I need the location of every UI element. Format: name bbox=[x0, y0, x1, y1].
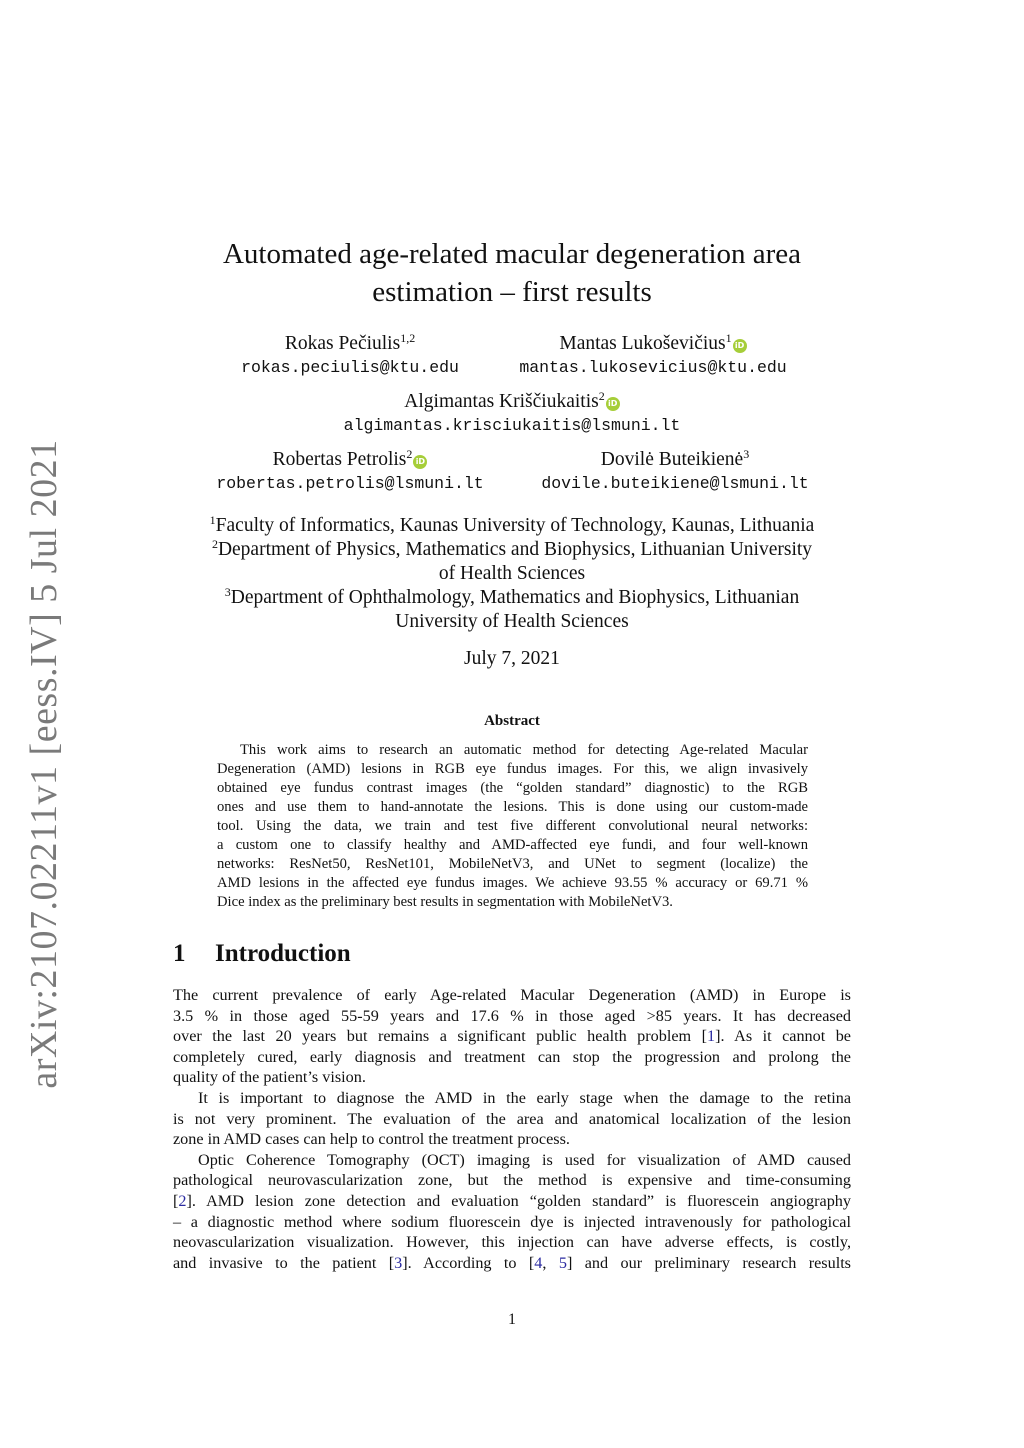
arxiv-stamp: arXiv:2107.02211v1 [eess.IV] 5 Jul 2021 bbox=[23, 439, 65, 1089]
orcid-icon[interactable]: iD bbox=[606, 397, 620, 411]
abstract-text bbox=[217, 741, 808, 912]
abstract-line: AMD lesions in the affected eye fundus images. We achieve 93.55 % accuracy or 69.71 % bbox=[217, 875, 808, 891]
body-line: over the last 20 years but remains a significant public health problem [1]. As it cannot be bbox=[173, 1027, 851, 1046]
author-affil-sup: 2 bbox=[598, 389, 605, 403]
author-email[interactable]: algimantas.krisciukaitis@lsmuni.lt bbox=[343, 416, 681, 435]
author-affil-sup: 2 bbox=[406, 447, 413, 461]
citation-link[interactable]: 5 bbox=[558, 1253, 567, 1272]
author-name: Mantas Lukoševičius bbox=[559, 333, 726, 354]
abstract-line: This work aims to research an automatic method for detecting Age-related Macular bbox=[240, 742, 808, 758]
affiliation-3: Department of Ophthalmology, Mathematics and Biophysics, Lithuanian bbox=[230, 587, 800, 608]
author-affil-sup: 3 bbox=[743, 447, 750, 461]
body-line: completely cured, early diagnosis and treatment can stop the progression and prolong the bbox=[173, 1047, 851, 1066]
abstract-heading: Abstract bbox=[484, 713, 540, 729]
body-line: The current prevalence of early Age-related Macular Degeneration (AMD) in Europe is bbox=[173, 986, 851, 1004]
body-line: is not very prominent. The evaluation of the area and anatomical localization of the lesion bbox=[173, 1109, 851, 1128]
title-line: Automated age-related macular degeneration area bbox=[222, 238, 802, 270]
body-text bbox=[173, 985, 851, 1273]
paper-title bbox=[150, 235, 874, 311]
section-heading bbox=[173, 940, 351, 968]
orcid-icon[interactable]: iD bbox=[733, 339, 747, 353]
affil-sup: 3 bbox=[224, 585, 231, 599]
author-email[interactable]: mantas.lukosevicius@ktu.edu bbox=[519, 358, 787, 377]
affiliations bbox=[160, 514, 864, 634]
abstract-line: ones and use them to hand-annotate the lesions. This is done using our custom-made bbox=[217, 799, 808, 815]
title-line: estimation – first results bbox=[372, 276, 652, 308]
affiliation-1: Faculty of Informatics, Kaunas University of Technology, Kaunas, Lithuania bbox=[215, 515, 815, 536]
abstract-line: networks: ResNet50, ResNet101, MobileNetV3, and UNet to segment (localize) the bbox=[217, 856, 808, 872]
author-email[interactable]: dovile.buteikiene@lsmuni.lt bbox=[541, 474, 809, 493]
abstract-line: Dice index as the preliminary best results in segmentation with MobileNetV3. bbox=[217, 894, 673, 910]
author-name: Algimantas Kriščiukaitis bbox=[404, 391, 599, 412]
body-line: – a diagnostic method where sodium fluorescein dye is injected intravenously for pathological bbox=[173, 1212, 851, 1231]
paper-date: July 7, 2021 bbox=[464, 648, 560, 669]
author-block bbox=[515, 448, 835, 496]
body-line: neovascularization visualization. However, this injection can have adverse effects, is costly, bbox=[173, 1233, 851, 1252]
body-line: Optic Coherence Tomography (OCT) imaging is used for visualization of AMD caused bbox=[198, 1150, 851, 1169]
body-line: 3.5 % in those aged 55-59 years and 17.6 % in those aged >85 years. It has decreased bbox=[173, 1006, 851, 1025]
abstract-line: Degeneration (AMD) lesions in RGB eye fundus images. For this, we align invasively bbox=[217, 761, 808, 777]
affil-sup: 1 bbox=[209, 513, 216, 527]
author-name: Rokas Pečiulis bbox=[284, 333, 401, 354]
author-block bbox=[500, 332, 806, 380]
abstract-line: a custom one to classify healthy and AMD-affected eye fundi, and four well-known bbox=[217, 837, 808, 853]
citation-link[interactable]: 1 bbox=[707, 1027, 716, 1046]
author-block bbox=[205, 332, 495, 380]
author-affil-sup: 1,2 bbox=[400, 331, 416, 345]
author-name: Dovilė Buteikienė bbox=[600, 449, 744, 470]
abstract-line: obtained eye fundus contrast images (the “golden standard” diagnostic) to the RGB bbox=[217, 780, 808, 796]
affiliation-2-cont: of Health Sciences bbox=[438, 563, 586, 584]
citation-link[interactable]: 2 bbox=[178, 1191, 187, 1210]
affiliation-2: Department of Physics, Mathematics and Biophysics, Lithuanian University bbox=[217, 539, 813, 560]
author-email[interactable]: rokas.peciulis@ktu.edu bbox=[241, 358, 459, 377]
body-line: [2]. AMD lesion zone detection and evaluation “golden standard” is fluorescein angiography bbox=[173, 1191, 851, 1210]
author-email[interactable]: robertas.petrolis@lsmuni.lt bbox=[216, 474, 484, 493]
page-number: 1 bbox=[508, 1311, 516, 1328]
author-block bbox=[190, 448, 510, 496]
body-line: pathological neurovascularization zone, but the method is expensive and time-consuming bbox=[173, 1171, 851, 1190]
author-affil-sup: 1 bbox=[725, 331, 732, 345]
citation-link[interactable]: 4 bbox=[534, 1253, 543, 1272]
body-line: zone in AMD cases can help to control the treatment process. bbox=[173, 1130, 570, 1149]
abstract-line: tool. Using the data, we train and test five different convolutional neural networks: bbox=[217, 818, 808, 834]
section-title: Introduction bbox=[215, 940, 351, 967]
author-block bbox=[312, 390, 712, 438]
body-line: It is important to diagnose the AMD in the early stage when the damage to the retina bbox=[198, 1088, 851, 1107]
affiliation-3-cont: University of Health Sciences bbox=[395, 611, 629, 632]
citation-link[interactable]: 3 bbox=[394, 1253, 403, 1272]
affil-sup: 2 bbox=[211, 537, 218, 551]
orcid-icon[interactable]: iD bbox=[413, 455, 427, 469]
section-number: 1 bbox=[173, 940, 186, 967]
body-line: quality of the patient’s vision. bbox=[173, 1068, 366, 1087]
author-name: Robertas Petrolis bbox=[272, 449, 407, 470]
body-line: and invasive to the patient [3]. According to [4, 5] and our preliminary research results bbox=[173, 1253, 851, 1272]
